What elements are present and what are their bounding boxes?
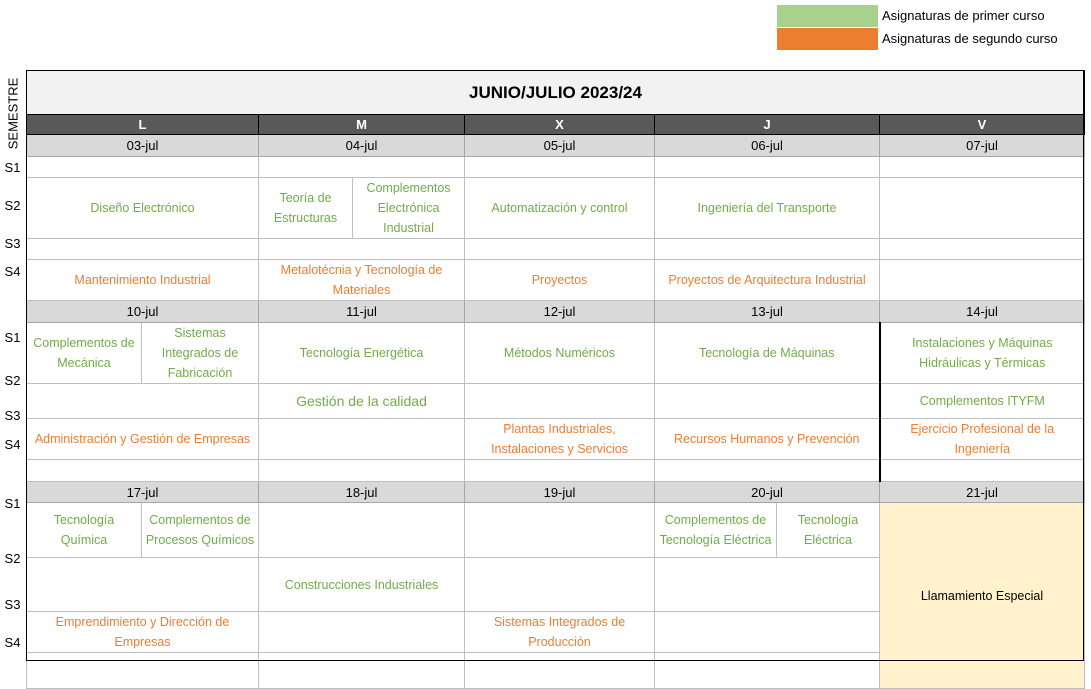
date-cell: 13-jul — [655, 301, 880, 323]
day-header-lunes: L — [27, 115, 259, 135]
legend-item-first-year — [777, 4, 1058, 27]
empty-cell — [465, 653, 655, 689]
legend — [777, 4, 1058, 50]
date-cell: 17-jul — [27, 482, 259, 503]
exam-cell-first-year: Construcciones Industriales — [259, 558, 465, 612]
legend-item-second-year — [777, 27, 1058, 50]
date-cell: 14-jul — [880, 301, 1085, 323]
empty-cell — [880, 460, 1085, 482]
exam-cell-first-year: Teoría de Estructuras — [259, 178, 353, 239]
legend-label: Asignaturas de segundo curso — [882, 31, 1058, 46]
empty-cell — [880, 260, 1085, 301]
exam-cell-first-year: Automatización y control — [465, 178, 655, 239]
exam-cell-first-year: Diseño Electrónico — [27, 178, 259, 239]
row-label-s4: S4 — [4, 264, 21, 279]
empty-cell — [27, 653, 259, 689]
empty-cell — [259, 419, 465, 460]
empty-cell — [465, 384, 655, 419]
exam-cell-second-year: Sistemas Integrados de Producción — [465, 612, 655, 653]
empty-cell — [465, 503, 655, 558]
empty-cell — [465, 460, 655, 482]
exam-cell-second-year: Recursos Humanos y Prevención — [655, 419, 880, 460]
empty-cell — [465, 558, 655, 612]
date-cell: 10-jul — [27, 301, 259, 323]
date-cell: 11-jul — [259, 301, 465, 323]
date-cell: 07-jul — [880, 135, 1085, 157]
exam-cell-first-year: Tecnología Química — [27, 503, 142, 558]
empty-cell — [880, 157, 1085, 178]
empty-cell — [27, 460, 259, 482]
date-cell: 03-jul — [27, 135, 259, 157]
exam-cell-first-year: Tecnología de Máquinas — [655, 323, 880, 384]
row-label-s1: S1 — [4, 160, 21, 175]
exam-cell-first-year: Gestión de la calidad — [259, 384, 465, 419]
row-label-s4: S4 — [4, 634, 21, 650]
date-cell: 18-jul — [259, 482, 465, 503]
legend-swatch-green — [777, 5, 878, 27]
empty-cell — [465, 239, 655, 260]
empty-cell — [27, 384, 259, 419]
day-header-miercoles: X — [465, 115, 655, 135]
day-header-viernes: V — [880, 115, 1085, 135]
day-header-martes: M — [259, 115, 465, 135]
exam-cell-second-year: Mantenimiento Industrial — [27, 260, 259, 301]
legend-label: Asignaturas de primer curso — [882, 8, 1045, 23]
empty-cell — [655, 612, 880, 653]
exam-cell-first-year: Complementos Electrónica Industrial — [353, 178, 465, 239]
empty-cell — [655, 653, 880, 689]
day-header-jueves: J — [655, 115, 880, 135]
empty-cell — [655, 384, 880, 419]
exam-cell-first-year: Métodos Numéricos — [465, 323, 655, 384]
row-label-s2: S2 — [4, 373, 21, 388]
exam-cell-second-year: Plantas Industriales, Instalaciones y Servicios — [465, 419, 655, 460]
empty-cell — [27, 239, 259, 260]
row-label-s2: S2 — [4, 198, 21, 213]
exam-cell-first-year: Complementos de Mecánica — [27, 323, 142, 384]
date-cell: 20-jul — [655, 482, 880, 503]
empty-cell — [465, 157, 655, 178]
empty-cell — [259, 239, 465, 260]
empty-cell — [880, 178, 1085, 239]
empty-cell — [27, 157, 259, 178]
exam-cell-first-year: Tecnología Eléctrica — [777, 503, 880, 558]
exam-cell-second-year: Proyectos — [465, 260, 655, 301]
empty-cell — [259, 460, 465, 482]
semester-axis-label — [3, 72, 23, 154]
exam-cell-first-year: Complementos de Tecnología Eléctrica — [655, 503, 777, 558]
row-label-s3: S3 — [4, 236, 21, 251]
empty-cell — [655, 239, 880, 260]
date-cell: 04-jul — [259, 135, 465, 157]
row-label-s1: S1 — [4, 329, 21, 345]
special-call-cell: Llamamiento Especial — [880, 503, 1085, 689]
row-label-s3: S3 — [4, 597, 21, 612]
calendar-title: JUNIO/JULIO 2023/24 — [27, 71, 1085, 115]
legend-swatch-orange — [777, 28, 878, 50]
empty-cell — [27, 558, 259, 612]
row-label-s1: S1 — [4, 496, 21, 511]
empty-cell — [655, 157, 880, 178]
empty-cell — [880, 239, 1085, 260]
date-cell: 21-jul — [880, 482, 1085, 503]
date-cell: 12-jul — [465, 301, 655, 323]
empty-cell — [259, 612, 465, 653]
exam-cell-first-year: Complementos ITYFM — [880, 384, 1085, 419]
date-cell: 19-jul — [465, 482, 655, 503]
empty-cell — [259, 503, 465, 558]
empty-cell — [259, 653, 465, 689]
exam-cell-second-year: Emprendimiento y Dirección de Empresas — [27, 612, 259, 653]
exam-cell-second-year: Proyectos de Arquitectura Industrial — [655, 260, 880, 301]
row-label-s4: S4 — [4, 436, 21, 452]
exam-cell-first-year: Complementos de Procesos Químicos — [142, 503, 259, 558]
exam-cell-second-year: Ejercicio Profesional de la Ingeniería — [880, 419, 1085, 460]
row-label-s3: S3 — [4, 408, 21, 423]
exam-cell-first-year: Instalaciones y Máquinas Hidráulicas y Térmicas — [880, 323, 1085, 384]
empty-cell — [655, 460, 880, 482]
exam-cell-second-year: Metalotécnia y Tecnología de Materiales — [259, 260, 465, 301]
date-cell: 05-jul — [465, 135, 655, 157]
exam-calendar — [26, 70, 1085, 689]
semester-text: SEMESTRE — [5, 77, 21, 149]
empty-cell — [259, 157, 465, 178]
exam-cell-second-year: Administración y Gestión de Empresas — [27, 419, 259, 460]
exam-cell-first-year: Tecnología Energética — [259, 323, 465, 384]
row-label-s2: S2 — [4, 550, 21, 566]
empty-cell — [655, 558, 880, 612]
exam-cell-first-year: Sistemas Integrados de Fabricación — [142, 323, 259, 384]
date-cell: 06-jul — [655, 135, 880, 157]
exam-cell-first-year: Ingeniería del Transporte — [655, 178, 880, 239]
